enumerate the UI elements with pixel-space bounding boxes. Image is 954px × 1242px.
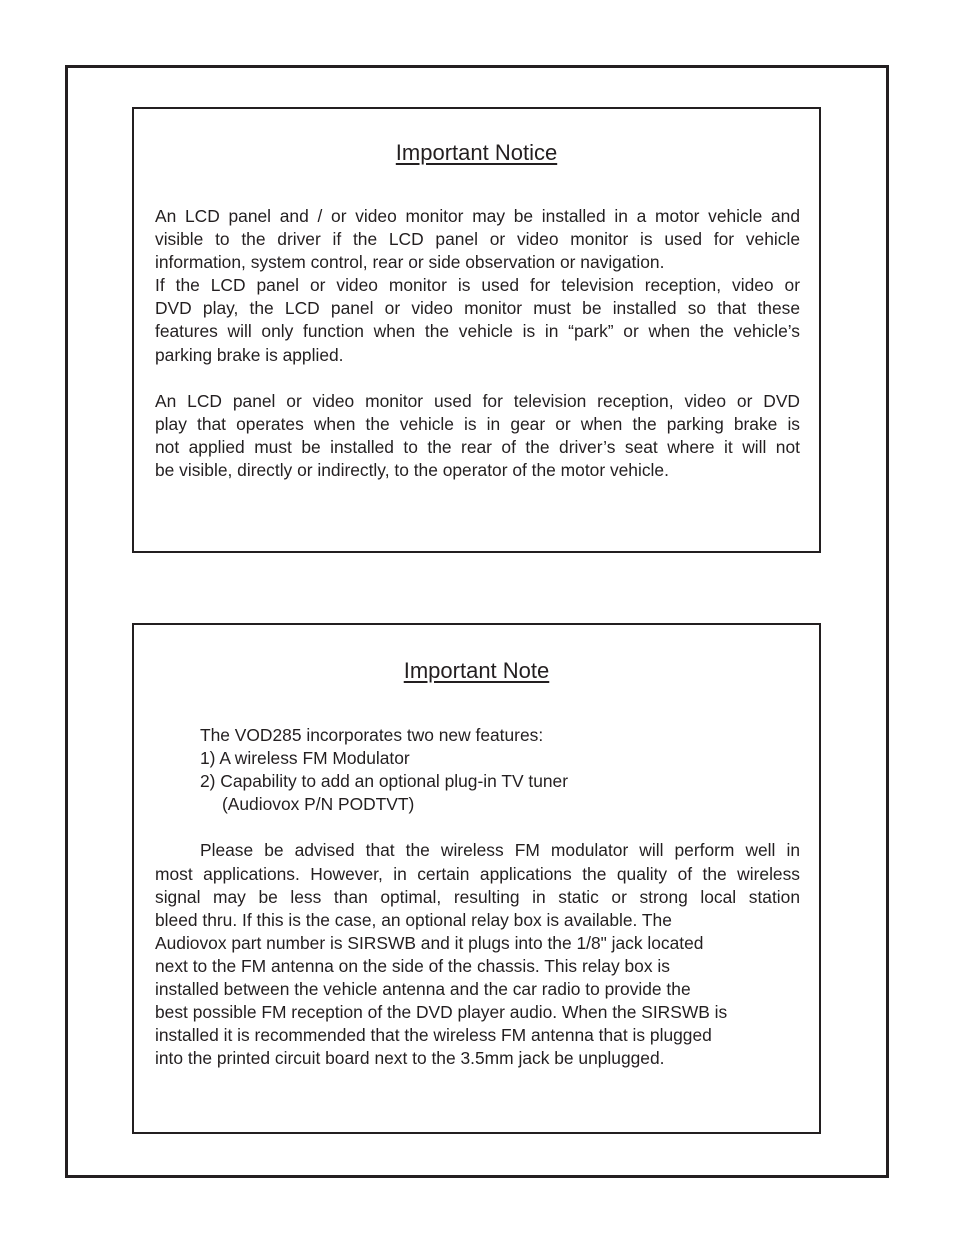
text-line: Please be advised that the wireless FM modulator will perform well in [200, 840, 800, 861]
text-line: next to the FM antenna on the side of the chassis. This relay box is [155, 955, 670, 976]
important-notice-title: Important Notice [395, 140, 558, 165]
features-intro: The VOD285 incorporates two new features: [200, 725, 544, 745]
text-line: Audiovox part number is SIRSWB and it plugs into the 1/8" jack located [155, 932, 704, 953]
text-line: play that operates when the vehicle is in gear or when the parking brake is [155, 413, 800, 434]
text-line: If the LCD panel or video monitor is used for television reception, video or [155, 275, 800, 296]
important-note-box [132, 623, 821, 1134]
text-line: be visible, directly or indirectly, to the operator of the motor vehicle. [155, 460, 669, 481]
text-line: An LCD panel and / or video monitor may be installed in a motor vehicle and [155, 206, 800, 226]
text-line: best possible FM reception of the DVD player audio. When the SIRSWB is [155, 1002, 728, 1023]
important-notice-body [155, 205, 800, 482]
text-line: DVD play, the LCD panel or video monitor must be installed so that these [155, 298, 800, 319]
feature-item: 2) Capability to add an optional plug-in TV tuner [200, 771, 569, 792]
feature-item-continuation: (Audiovox P/N PODTVT) [222, 794, 415, 815]
text-line: An LCD panel or video monitor used for television reception, video or DVD [155, 390, 800, 411]
text-line: bleed thru. If this is the case, an optional relay box is available. The [155, 909, 672, 930]
text-line: installed between the vehicle antenna and the car radio to provide the [155, 979, 691, 1000]
text-line: features will only function when the vehicle is in “park” or when the vehicle’s [155, 321, 800, 342]
text-line: information, system control, rear or side observation or navigation. [155, 252, 665, 273]
text-line: parking brake is applied. [155, 344, 344, 365]
important-note-title: Important Note [403, 658, 550, 683]
feature-item: 1) A wireless FM Modulator [200, 748, 410, 769]
text-line: visible to the driver if the LCD panel or video monitor is used for vehicle [155, 229, 800, 250]
text-line: into the printed circuit board next to the 3.5mm jack be unplugged. [155, 1048, 665, 1069]
text-line: not applied must be installed to the rear of the driver’s seat where it will not [155, 436, 800, 457]
important-note-body [155, 724, 800, 1070]
text-line: installed it is recommended that the wireless FM antenna that is plugged [155, 1025, 712, 1046]
important-notice-box [132, 107, 821, 553]
text-line: most applications. However, in certain applications the quality of the wireless [155, 863, 800, 884]
text-line: signal may be less than optimal, resulting in static or strong local station [155, 886, 800, 907]
